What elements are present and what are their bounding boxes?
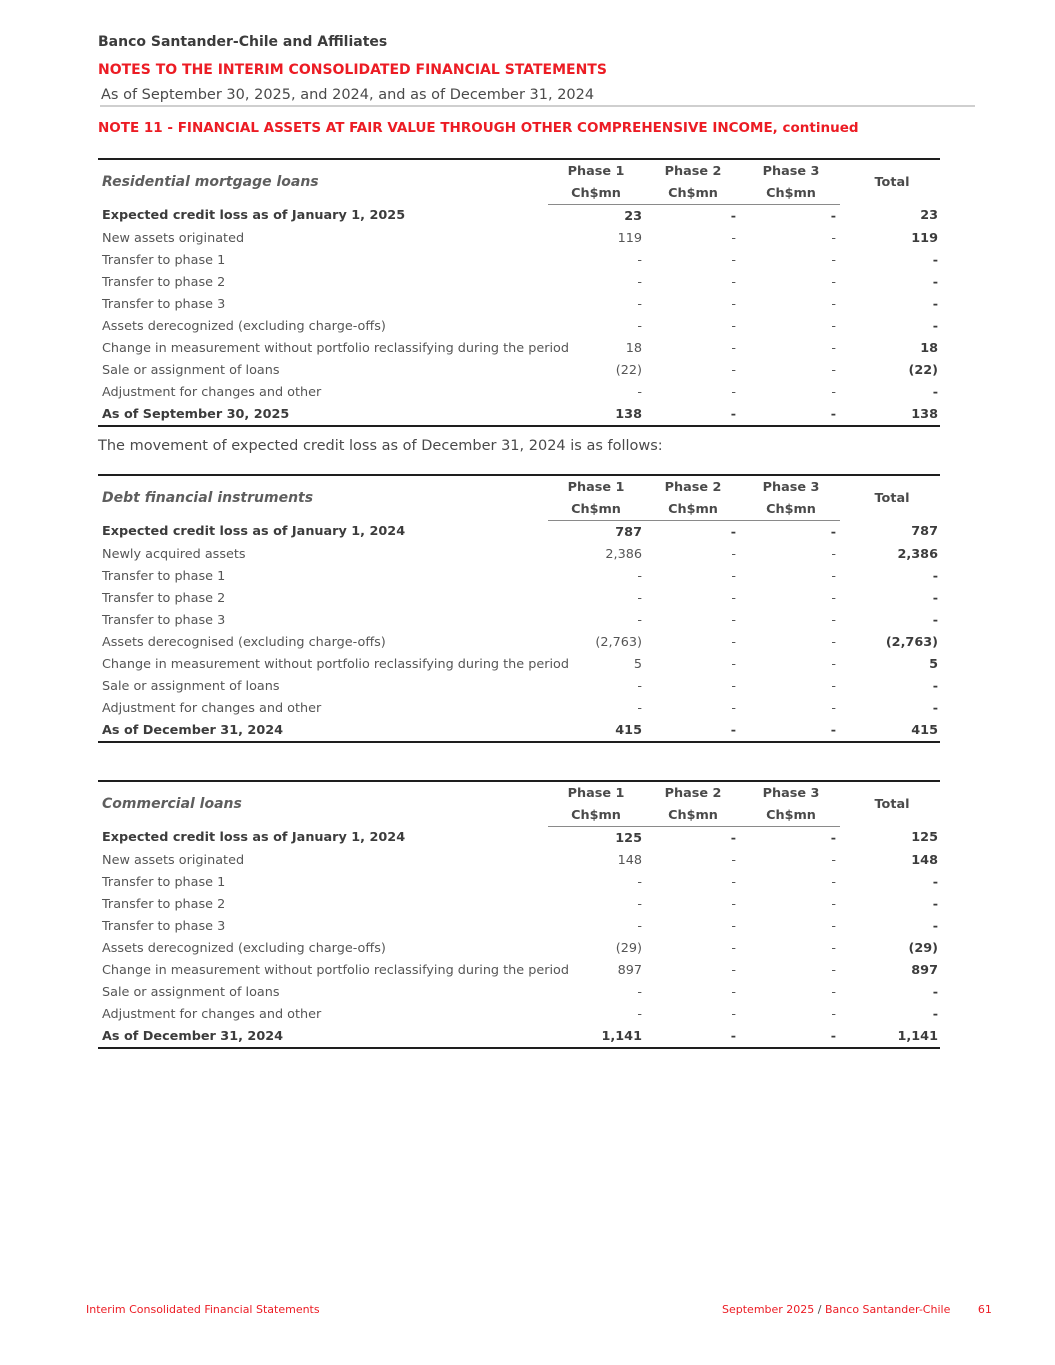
phase1-value: (22) — [615, 362, 642, 378]
phase3-header: Phase 3 — [742, 159, 840, 182]
phase1-value: 23 — [624, 208, 642, 224]
total-value: (2,763) — [885, 634, 938, 650]
phase2-value: - — [730, 830, 736, 846]
row-label: Sale or assignment of loans — [102, 984, 280, 1000]
total-value: - — [932, 568, 938, 584]
phase3-value: - — [831, 656, 836, 672]
table-row — [98, 337, 940, 359]
table-row — [98, 565, 940, 587]
row-label: Expected credit loss as of January 1, 2024 — [102, 830, 406, 846]
table-row — [98, 827, 940, 850]
total-value: 5 — [929, 656, 938, 672]
phase3-value: - — [831, 940, 836, 956]
table-row — [98, 521, 940, 544]
row-label: Adjustment for changes and other — [102, 700, 322, 716]
table-row — [98, 205, 940, 228]
table-row — [98, 937, 940, 959]
phase3-value: - — [831, 318, 836, 334]
table-row — [98, 587, 940, 609]
total-value: 18 — [920, 340, 938, 356]
total-value: 138 — [840, 403, 940, 426]
phase3-value: - — [830, 524, 836, 540]
phase3-value: - — [831, 700, 836, 716]
total-value: 23 — [920, 208, 938, 224]
total-value: - — [932, 318, 938, 334]
total-header: Total — [840, 475, 940, 521]
table-title: Commercial loans — [98, 781, 548, 827]
phase2-value: - — [731, 340, 736, 356]
table-title: Residential mortgage loans — [98, 159, 548, 205]
phase2-header: Phase 2 — [644, 781, 742, 804]
footer-company: Banco Santander-Chile — [825, 1303, 951, 1316]
phase3-value: - — [831, 984, 836, 1000]
phase2-value: - — [731, 274, 736, 290]
phase1-value: 1,141 — [548, 1025, 644, 1048]
phase2-value: - — [644, 403, 742, 426]
phase1-unit: Ch$mn — [548, 182, 644, 205]
table-row — [98, 981, 940, 1003]
total-header: Total — [840, 159, 940, 205]
phase2-value: - — [731, 590, 736, 606]
row-label: Transfer to phase 3 — [102, 612, 226, 628]
row-label: Assets derecognized (excluding charge-offs) — [102, 318, 386, 334]
phase2-value: - — [731, 362, 736, 378]
row-label: Expected credit loss as of January 1, 2025 — [102, 208, 406, 224]
total-value: - — [932, 896, 938, 912]
phase3-value: - — [742, 719, 840, 742]
phase1-header: Phase 1 — [548, 475, 644, 498]
phase1-value: - — [637, 612, 642, 628]
commercial-loans-table — [98, 780, 940, 1049]
table-row — [98, 653, 940, 675]
note-title: NOTE 11 - FINANCIAL ASSETS AT FAIR VALUE THROUGH OTHER COMPREHENSIVE INCOME, continued — [98, 120, 859, 136]
table-row — [98, 697, 940, 719]
row-label: Sale or assignment of loans — [102, 362, 280, 378]
phase1-value: (29) — [615, 940, 642, 956]
phase1-value: 787 — [615, 524, 642, 540]
row-label: Assets derecognized (excluding charge-offs) — [102, 940, 386, 956]
phase3-value: - — [830, 208, 836, 224]
phase3-value: - — [831, 634, 836, 650]
phase1-value: 5 — [633, 656, 642, 672]
phase3-value: - — [831, 384, 836, 400]
footer-document-title: Interim Consolidated Financial Statements — [86, 1303, 320, 1316]
row-label: Change in measurement without portfolio reclassifying during the period — [102, 962, 569, 978]
total-header: Total — [840, 781, 940, 827]
row-label: Transfer to phase 2 — [102, 896, 226, 912]
row-label: As of December 31, 2024 — [98, 1025, 548, 1048]
table-row — [98, 609, 940, 631]
phase2-value: - — [731, 318, 736, 334]
row-label: As of September 30, 2025 — [98, 403, 548, 426]
row-label: Newly acquired assets — [102, 546, 246, 562]
phase3-value: - — [831, 918, 836, 934]
table-row — [98, 631, 940, 653]
phase1-value: - — [637, 918, 642, 934]
row-label: Change in measurement without portfolio reclassifying during the period — [102, 656, 569, 672]
phase2-value: - — [731, 252, 736, 268]
phase1-value: 138 — [548, 403, 644, 426]
phase3-value: - — [831, 590, 836, 606]
period-subtitle: As of September 30, 2025, and 2024, and as of December 31, 2024 — [101, 87, 595, 103]
row-label: New assets originated — [102, 230, 245, 246]
phase3-value: - — [831, 362, 836, 378]
total-value: - — [932, 274, 938, 290]
phase1-header: Phase 1 — [548, 159, 644, 182]
footer-right — [722, 1303, 992, 1316]
total-value: 897 — [911, 962, 938, 978]
debt-financial-instruments-table — [98, 474, 940, 743]
total-value: - — [932, 678, 938, 694]
phase2-value: - — [730, 208, 736, 224]
phase1-value: 119 — [617, 230, 642, 246]
phase2-value: - — [731, 656, 736, 672]
phase2-value: - — [731, 1006, 736, 1022]
phase3-value: - — [831, 568, 836, 584]
phase2-value: - — [731, 940, 736, 956]
phase2-value: - — [731, 918, 736, 934]
company-name: Banco Santander-Chile and Affiliates — [98, 34, 388, 50]
table-row — [98, 719, 940, 742]
phase2-value: - — [731, 678, 736, 694]
phase2-value: - — [731, 962, 736, 978]
total-value: - — [932, 1006, 938, 1022]
row-label: As of December 31, 2024 — [98, 719, 548, 742]
phase2-value: - — [644, 1025, 742, 1048]
row-label: Sale or assignment of loans — [102, 678, 280, 694]
phase3-unit: Ch$mn — [742, 498, 840, 521]
row-label: Transfer to phase 2 — [102, 274, 226, 290]
phase3-value: - — [831, 546, 836, 562]
row-label: Transfer to phase 1 — [102, 568, 226, 584]
phase1-value: - — [637, 252, 642, 268]
phase1-value: 18 — [625, 340, 642, 356]
phase3-value: - — [831, 230, 836, 246]
phase1-value: 125 — [615, 830, 642, 846]
table-row — [98, 227, 940, 249]
phase2-value: - — [731, 634, 736, 650]
notes-title: NOTES TO THE INTERIM CONSOLIDATED FINANCIAL STATEMENTS — [98, 62, 607, 78]
page-number: 61 — [977, 1303, 992, 1316]
total-value: 787 — [911, 524, 938, 540]
table-row — [98, 915, 940, 937]
table-row — [98, 381, 940, 403]
phase1-value: - — [637, 700, 642, 716]
phase2-value: - — [731, 296, 736, 312]
total-value: - — [932, 612, 938, 628]
row-label: Assets derecognised (excluding charge-offs) — [102, 634, 386, 650]
phase1-value: - — [637, 568, 642, 584]
phase2-value: - — [731, 568, 736, 584]
phase1-value: - — [637, 1006, 642, 1022]
row-label: Transfer to phase 2 — [102, 590, 226, 606]
phase1-value: 897 — [617, 962, 642, 978]
table-row — [98, 403, 940, 426]
footer-date: September 2025 — [722, 1303, 815, 1316]
phase1-value: 415 — [548, 719, 644, 742]
phase3-value: - — [742, 403, 840, 426]
phase3-value: - — [831, 340, 836, 356]
total-value: - — [932, 296, 938, 312]
row-label: Expected credit loss as of January 1, 2024 — [102, 524, 406, 540]
phase3-value: - — [831, 1006, 836, 1022]
phase3-value: - — [831, 852, 836, 868]
phase3-value: - — [831, 874, 836, 890]
phase1-value: - — [637, 296, 642, 312]
row-label: Transfer to phase 3 — [102, 918, 226, 934]
phase2-unit: Ch$mn — [644, 804, 742, 827]
table-row — [98, 675, 940, 697]
table-row — [98, 1025, 940, 1048]
total-value: (22) — [908, 362, 938, 378]
phase2-value: - — [731, 984, 736, 1000]
table-row — [98, 359, 940, 381]
phase2-unit: Ch$mn — [644, 182, 742, 205]
phase2-value: - — [731, 612, 736, 628]
header-divider — [100, 105, 975, 107]
table-row — [98, 849, 940, 871]
phase1-value: 148 — [617, 852, 642, 868]
total-value: - — [932, 700, 938, 716]
phase2-unit: Ch$mn — [644, 498, 742, 521]
row-label: Adjustment for changes and other — [102, 384, 322, 400]
total-value: (29) — [908, 940, 938, 956]
movement-paragraph: The movement of expected credit loss as of December 31, 2024 is as follows: — [98, 438, 663, 454]
table-row — [98, 271, 940, 293]
phase1-value: - — [637, 874, 642, 890]
table-row — [98, 543, 940, 565]
row-label: New assets originated — [102, 852, 245, 868]
row-label: Change in measurement without portfolio reclassifying during the period — [102, 340, 569, 356]
total-value: - — [932, 984, 938, 1000]
total-value: - — [932, 874, 938, 890]
total-value: - — [932, 252, 938, 268]
phase3-value: - — [831, 678, 836, 694]
total-value: 1,141 — [840, 1025, 940, 1048]
row-label: Transfer to phase 1 — [102, 874, 226, 890]
table-row — [98, 249, 940, 271]
total-value: 119 — [911, 230, 938, 246]
phase3-value: - — [831, 252, 836, 268]
phase3-value: - — [831, 612, 836, 628]
phase3-value: - — [831, 274, 836, 290]
phase3-value: - — [742, 1025, 840, 1048]
phase3-value: - — [831, 962, 836, 978]
total-value: - — [932, 918, 938, 934]
table-row — [98, 315, 940, 337]
phase3-header: Phase 3 — [742, 475, 840, 498]
phase1-value: - — [637, 318, 642, 334]
total-value: 125 — [911, 830, 938, 846]
total-value: 2,386 — [897, 546, 938, 562]
phase2-value: - — [731, 546, 736, 562]
table-row — [98, 871, 940, 893]
phase2-value: - — [731, 852, 736, 868]
phase1-value: 2,386 — [605, 546, 642, 562]
phase2-value: - — [731, 896, 736, 912]
table-row — [98, 293, 940, 315]
phase2-value: - — [731, 874, 736, 890]
phase2-value: - — [730, 524, 736, 540]
table-row — [98, 1003, 940, 1025]
phase3-value: - — [830, 830, 836, 846]
total-value: - — [932, 384, 938, 400]
phase1-unit: Ch$mn — [548, 804, 644, 827]
phase1-value: - — [637, 984, 642, 1000]
phase1-value: - — [637, 678, 642, 694]
total-value: 148 — [911, 852, 938, 868]
phase2-value: - — [731, 700, 736, 716]
row-label: Transfer to phase 3 — [102, 296, 226, 312]
phase1-value: - — [637, 274, 642, 290]
phase3-header: Phase 3 — [742, 781, 840, 804]
phase2-header: Phase 2 — [644, 159, 742, 182]
phase2-value: - — [731, 230, 736, 246]
phase1-value: - — [637, 896, 642, 912]
phase1-value: - — [637, 590, 642, 606]
phase3-unit: Ch$mn — [742, 182, 840, 205]
phase1-value: (2,763) — [595, 634, 642, 650]
residential-mortgage-loans-table — [98, 158, 940, 427]
phase1-unit: Ch$mn — [548, 498, 644, 521]
phase1-value: - — [637, 384, 642, 400]
total-value: - — [932, 590, 938, 606]
table-row — [98, 959, 940, 981]
phase3-value: - — [831, 296, 836, 312]
phase3-value: - — [831, 896, 836, 912]
phase2-value: - — [731, 384, 736, 400]
row-label: Transfer to phase 1 — [102, 252, 226, 268]
phase2-value: - — [644, 719, 742, 742]
footer-separator: / — [817, 1303, 822, 1316]
phase1-header: Phase 1 — [548, 781, 644, 804]
table-title: Debt financial instruments — [98, 475, 548, 521]
table-row — [98, 893, 940, 915]
phase2-header: Phase 2 — [644, 475, 742, 498]
row-label: Adjustment for changes and other — [102, 1006, 322, 1022]
phase3-unit: Ch$mn — [742, 804, 840, 827]
total-value: 415 — [840, 719, 940, 742]
